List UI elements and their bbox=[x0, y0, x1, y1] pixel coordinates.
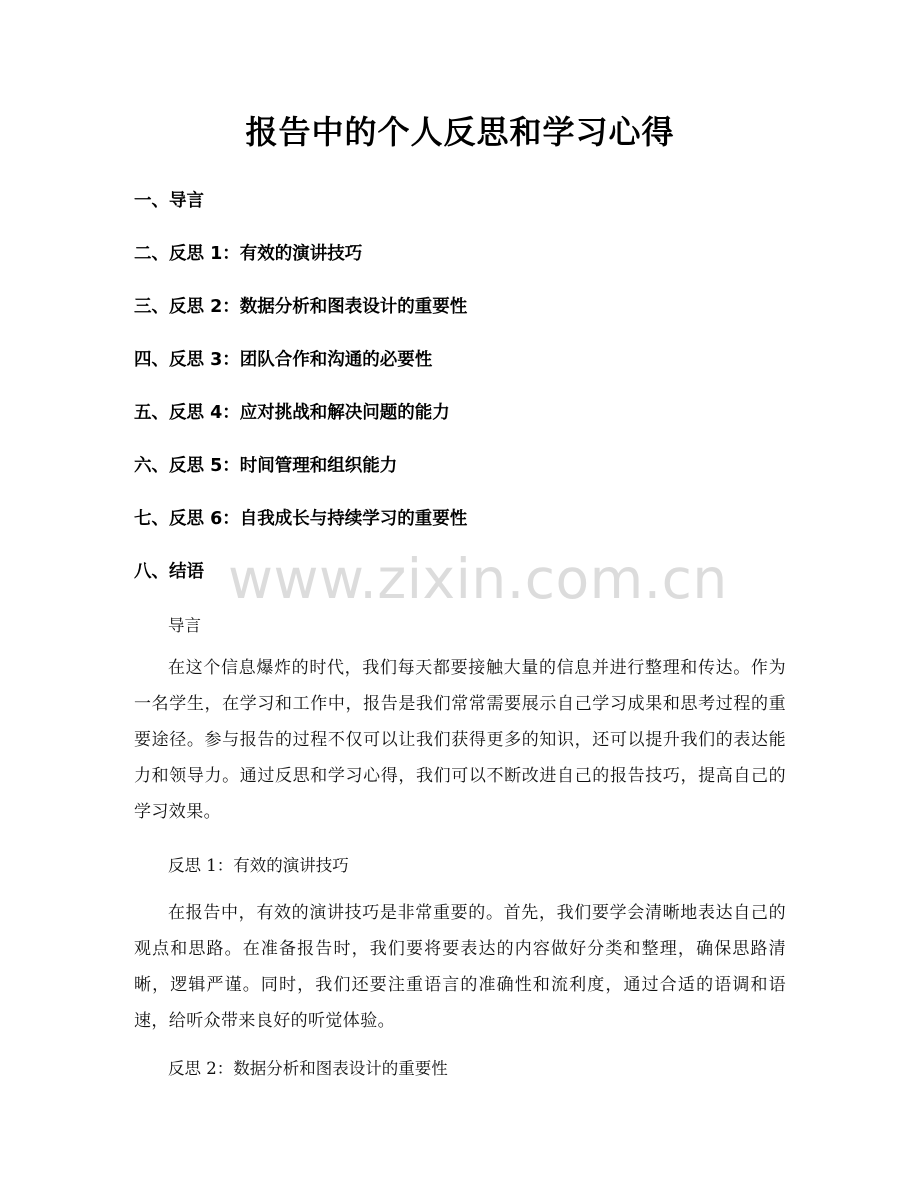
toc-item: 七、反思 6：自我成长与持续学习的重要性 bbox=[134, 509, 468, 529]
document-title: 报告中的个人反思和学习心得 bbox=[245, 113, 675, 151]
section-heading-reflection-1: 反思 1：有效的演讲技巧 bbox=[168, 856, 349, 875]
toc-item: 三、反思 2：数据分析和图表设计的重要性 bbox=[134, 297, 468, 317]
toc-item: 四、反思 3：团队合作和沟通的必要性 bbox=[134, 350, 433, 370]
toc-item: 六、反思 5：时间管理和组织能力 bbox=[134, 456, 398, 476]
section-heading-introduction: 导言 bbox=[168, 616, 201, 635]
toc-item: 八、结语 bbox=[134, 562, 204, 582]
toc-item: 五、反思 4：应对挑战和解决问题的能力 bbox=[134, 403, 450, 423]
paragraph: 在报告中，有效的演讲技巧是非常重要的。首先，我们要学会清晰地表达自己的观点和思路。在准备报告时，我们要将要表达的内容做好分类和整理，确保思路清晰，逻辑严谨。同时，我们还要注重语言的准确性和流利度，通过合适的语调和语速，给听众带来良好的听觉体验。 bbox=[134, 903, 786, 1031]
section-body-introduction bbox=[134, 650, 786, 830]
toc-item: 一、导言 bbox=[134, 191, 204, 211]
watermark: www.zixin.com.cn bbox=[228, 547, 728, 611]
paragraph: 在这个信息爆炸的时代，我们每天都要接触大量的信息并进行整理和传达。作为一名学生，在学习和工作中，报告是我们常常需要展示自己学习成果和思考过程的重要途径。参与报告的过程不仅可以让我们获得更多的知识，还可以提升我们的表达能力和领导力。通过反思和学习心得，我们可以不断改进自己的报告技巧，提高自己的学习效果。 bbox=[134, 658, 786, 822]
toc-item: 二、反思 1：有效的演讲技巧 bbox=[134, 244, 363, 264]
section-heading-reflection-2: 反思 2：数据分析和图表设计的重要性 bbox=[168, 1059, 448, 1078]
table-of-contents bbox=[134, 182, 794, 606]
section-body-reflection-1 bbox=[134, 895, 786, 1039]
